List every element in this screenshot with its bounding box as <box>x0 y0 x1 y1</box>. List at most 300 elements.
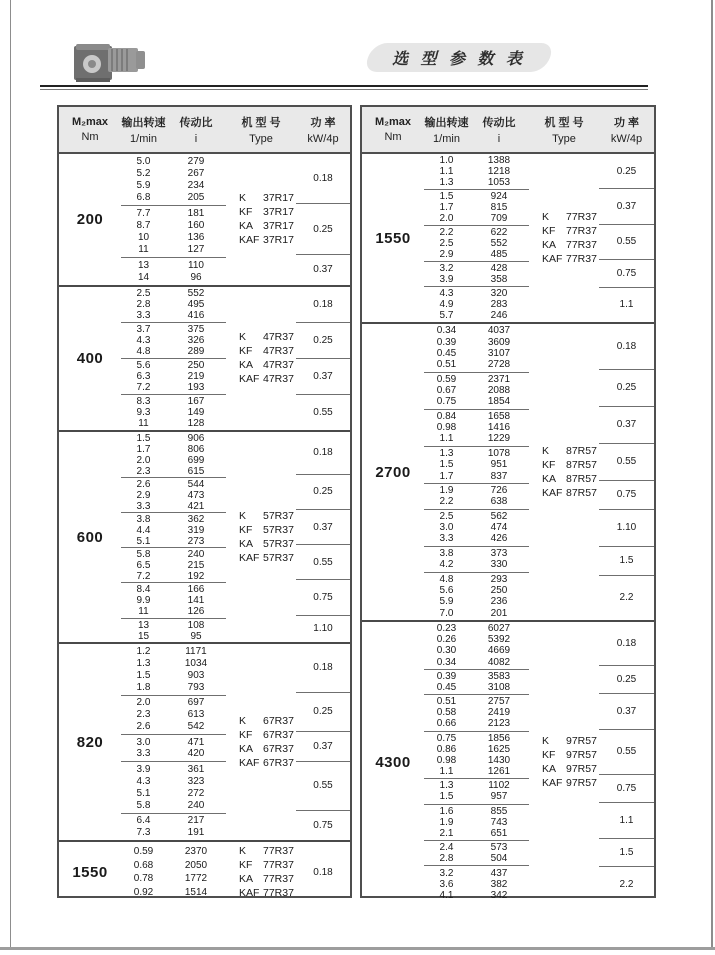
speed-value: 7.0 <box>439 607 454 619</box>
speed-ratio-group <box>424 670 529 695</box>
table-row <box>121 860 226 871</box>
power-value: 0.18 <box>313 447 333 459</box>
speed-value: 5.9 <box>136 180 151 192</box>
type-cell <box>226 432 296 642</box>
ratio-value: 2371 <box>487 373 511 385</box>
ratio-value: 250 <box>490 585 508 597</box>
power-column <box>599 154 654 322</box>
power-group <box>599 481 654 510</box>
type-prefix: K <box>239 714 247 727</box>
table-row <box>424 853 529 864</box>
speed-value: 4.8 <box>136 346 151 357</box>
power-group <box>599 444 654 481</box>
table-row <box>121 288 226 299</box>
ratio-value: 699 <box>187 455 205 466</box>
speed-value: 0.34 <box>436 325 457 337</box>
type-prefix: KF <box>542 458 556 471</box>
ratio-value: 726 <box>490 485 508 497</box>
power-group <box>296 204 350 254</box>
ratio-value: 552 <box>187 288 205 299</box>
ratio-value: 5392 <box>487 634 511 646</box>
table-row <box>424 682 529 693</box>
speed-value: 0.39 <box>436 336 457 348</box>
type-model: 97R57 <box>566 762 597 775</box>
table-row <box>424 817 529 828</box>
speed-value: 1.9 <box>439 485 454 497</box>
power-value: 1.10 <box>616 522 637 534</box>
column-header-label: 机 型 号 <box>544 117 584 129</box>
type-prefix: KA <box>239 872 254 885</box>
type-model: 87R57 <box>566 444 597 457</box>
ratio-value: 342 <box>490 889 508 901</box>
type-model: 77R37 <box>263 844 294 857</box>
type-model: 57R37 <box>263 551 294 564</box>
ratio-value: 289 <box>187 346 205 357</box>
table-row <box>121 433 226 444</box>
power-group <box>599 694 654 730</box>
speed-value: 4.4 <box>136 525 151 537</box>
ratio-value: 361 <box>187 764 205 776</box>
ratio-value: 3107 <box>487 347 511 359</box>
column-header <box>296 114 350 145</box>
speed-value: 0.92 <box>133 887 154 899</box>
page-border-right <box>711 0 713 948</box>
type-prefix: KA <box>542 238 557 251</box>
speed-value: 0.86 <box>436 743 457 755</box>
table-row <box>424 791 529 802</box>
table-row <box>121 873 226 884</box>
column-header-unit: Type <box>552 133 576 145</box>
type-model: 67R37 <box>263 728 294 741</box>
ratio-value: 1171 <box>185 645 207 657</box>
column-header <box>362 116 424 143</box>
speed-ratio-column <box>121 154 226 285</box>
speed-value: 3.9 <box>439 274 454 285</box>
ratio-value: 1658 <box>487 410 511 422</box>
speed-value: 3.8 <box>439 548 454 559</box>
table-row <box>121 764 226 775</box>
power-value: 2.2 <box>619 592 634 604</box>
table-row <box>121 620 226 631</box>
ratio-value: 1053 <box>487 177 511 188</box>
ratio-value: 474 <box>490 522 508 534</box>
table-row <box>121 670 226 681</box>
power-column <box>296 154 350 285</box>
power-value: 0.55 <box>616 456 637 468</box>
power-value: 0.25 <box>313 706 333 718</box>
table-row <box>424 288 529 299</box>
table-row <box>424 299 529 310</box>
speed-ratio-group <box>121 323 226 359</box>
type-line <box>542 446 599 457</box>
speed-ratio-group <box>424 190 529 226</box>
ratio-value: 613 <box>187 709 205 721</box>
power-group <box>599 803 654 839</box>
ratio-value: 437 <box>490 867 508 879</box>
power-column <box>599 324 654 620</box>
speed-value: 3.9 <box>136 764 151 776</box>
power-group <box>599 622 654 666</box>
ratio-value: 192 <box>187 571 205 583</box>
speed-value: 0.75 <box>436 732 457 744</box>
table-row <box>121 156 226 167</box>
power-group <box>599 730 654 774</box>
speed-ratio-group <box>121 762 226 814</box>
speed-value: 4.8 <box>439 573 454 585</box>
ratio-value: 205 <box>187 192 205 204</box>
speed-ratio-group <box>424 410 529 447</box>
ratio-value: 160 <box>187 220 205 232</box>
table-row <box>424 733 529 744</box>
type-model: 87R57 <box>566 458 597 471</box>
type-line <box>239 758 296 769</box>
speed-value: 2.8 <box>439 853 454 865</box>
type-model: 37R17 <box>263 220 294 232</box>
ratio-value: 3583 <box>487 670 511 682</box>
table-row <box>424 696 529 707</box>
table-row <box>121 525 226 536</box>
column-header-label: 功 率 <box>310 117 336 129</box>
table-row <box>424 608 529 619</box>
power-group <box>296 644 350 693</box>
ratio-value: 272 <box>187 787 205 799</box>
power-group <box>296 545 350 580</box>
speed-ratio-column <box>121 432 226 642</box>
type-model: 77R37 <box>566 210 597 223</box>
table-row <box>424 511 529 522</box>
type-line <box>542 226 599 237</box>
ratio-value: 330 <box>490 559 508 571</box>
table-row <box>424 879 529 890</box>
speed-value: 13 <box>137 619 150 631</box>
ratio-value: 1218 <box>487 166 511 177</box>
table-row <box>424 842 529 853</box>
type-line <box>239 730 296 741</box>
type-model: 57R37 <box>263 537 294 550</box>
ratio-value: 2728 <box>487 359 511 371</box>
speed-value: 4.3 <box>439 288 454 299</box>
gearbox-photo <box>68 38 158 84</box>
power-value: 0.18 <box>313 173 333 185</box>
table-row <box>121 260 226 271</box>
type-model: 47R37 <box>263 359 294 371</box>
torque-cell: 2700 <box>375 463 411 481</box>
power-value: 0.18 <box>313 662 333 674</box>
speed-value: 0.45 <box>436 347 457 359</box>
speed-value: 5.6 <box>136 360 151 371</box>
ratio-value: 951 <box>490 459 508 471</box>
speed-value: 1.2 <box>136 645 151 657</box>
table-row <box>424 766 529 777</box>
ratio-value: 323 <box>187 776 205 788</box>
power-value: 0.37 <box>313 264 333 276</box>
type-prefix: K <box>542 210 550 223</box>
table-row <box>121 168 226 179</box>
speed-value: 3.3 <box>136 748 151 760</box>
power-group <box>599 370 654 407</box>
power-value: 0.37 <box>313 741 333 753</box>
power-value: 0.18 <box>313 299 333 310</box>
type-line <box>239 888 296 899</box>
ratio-value: 651 <box>490 827 508 839</box>
table-row <box>121 646 226 657</box>
table-section <box>362 154 654 324</box>
ratio-value: 697 <box>187 697 205 709</box>
table-section <box>59 154 350 287</box>
power-column <box>296 432 350 642</box>
speed-value: 4.2 <box>439 559 454 571</box>
column-header <box>529 114 599 145</box>
table-row <box>424 868 529 879</box>
power-group <box>296 693 350 732</box>
speed-value: 2.9 <box>439 249 454 260</box>
table-row <box>424 671 529 682</box>
power-value: 0.55 <box>616 236 637 248</box>
table-row <box>424 263 529 274</box>
torque-cell: 820 <box>76 733 104 751</box>
speed-value: 0.51 <box>436 359 457 371</box>
torque-cell: 200 <box>76 211 104 228</box>
table-row <box>424 718 529 729</box>
type-line <box>239 525 296 536</box>
type-line <box>239 207 296 218</box>
power-value: 2.2 <box>619 878 634 890</box>
speed-value: 1.5 <box>439 191 454 202</box>
type-model: 77R37 <box>566 238 597 251</box>
power-group <box>296 432 350 475</box>
speed-ratio-group <box>424 262 529 287</box>
page-title: 选 型 参 数 表 <box>392 51 526 68</box>
torque-cell: 1550 <box>375 229 411 247</box>
speed-ratio-group <box>121 548 226 583</box>
speed-value: 3.3 <box>136 500 151 512</box>
ratio-value: 473 <box>187 489 205 501</box>
power-group <box>599 154 654 189</box>
ratio-value: 1229 <box>487 433 511 445</box>
type-cell <box>529 622 599 902</box>
speed-value: 4.3 <box>136 776 151 788</box>
table-row <box>424 325 529 336</box>
column-header <box>59 116 121 143</box>
speed-ratio-group <box>424 547 529 573</box>
power-group <box>599 407 654 444</box>
speed-ratio-group <box>121 735 226 762</box>
column-header-unit: i <box>497 133 501 145</box>
power-value: 0.37 <box>616 201 637 213</box>
torque-cell: 1550 <box>72 863 108 881</box>
speed-ratio-group <box>121 359 226 395</box>
column-header <box>226 114 296 145</box>
power-group <box>599 867 654 902</box>
type-line <box>239 846 296 857</box>
table-row <box>121 324 226 335</box>
power-group <box>599 225 654 260</box>
speed-value: 3.6 <box>439 878 454 890</box>
ratio-value: 141 <box>187 595 205 607</box>
table-row <box>121 455 226 466</box>
table-header-row <box>362 107 654 154</box>
type-line <box>542 750 599 761</box>
column-header-label: 机 型 号 <box>241 117 281 129</box>
table-row <box>121 208 226 219</box>
ratio-value: 1772 <box>184 873 208 885</box>
ratio-value: 267 <box>187 168 205 180</box>
speed-ratio-group <box>424 866 529 902</box>
table-row <box>121 846 226 857</box>
table-row <box>424 559 529 570</box>
power-group <box>599 510 654 547</box>
type-line <box>239 346 296 357</box>
table-row <box>121 658 226 669</box>
type-line <box>542 488 599 499</box>
table-row <box>424 155 529 166</box>
selection-table-left <box>57 105 352 898</box>
ratio-value: 806 <box>187 444 205 455</box>
speed-value: 0.68 <box>133 859 154 871</box>
power-value: 0.25 <box>616 165 637 177</box>
type-model: 67R37 <box>263 756 294 769</box>
power-value: 0.18 <box>313 866 333 878</box>
speed-value: 1.1 <box>439 166 454 177</box>
table-row <box>121 514 226 525</box>
ratio-value: 552 <box>490 238 508 249</box>
power-value: 0.55 <box>313 407 333 418</box>
speed-ratio-group <box>424 447 529 484</box>
column-header-unit: Type <box>249 133 273 145</box>
speed-value: 7.7 <box>136 208 151 220</box>
table-section <box>362 324 654 622</box>
table-row <box>424 411 529 422</box>
table-row <box>424 191 529 202</box>
type-prefix: KA <box>239 359 254 371</box>
table-row <box>424 744 529 755</box>
power-group <box>296 732 350 762</box>
speed-value: 1.3 <box>439 448 454 460</box>
ratio-value: 358 <box>490 274 508 285</box>
speed-value: 0.30 <box>436 645 457 657</box>
power-group <box>296 395 350 430</box>
type-model: 87R57 <box>566 486 597 499</box>
ratio-value: 906 <box>187 433 205 444</box>
column-header <box>469 114 529 145</box>
type-model: 37R17 <box>263 192 294 204</box>
speed-value: 8.4 <box>136 584 151 596</box>
type-line <box>239 874 296 885</box>
table-section <box>59 644 350 842</box>
speed-value: 6.3 <box>136 371 151 382</box>
table-row <box>424 585 529 596</box>
power-value: 0.37 <box>616 706 637 718</box>
table-row <box>424 471 529 482</box>
type-prefix: KA <box>239 220 254 232</box>
speed-value: 1.7 <box>439 470 454 482</box>
table-header-row <box>59 107 350 154</box>
speed-ratio-group <box>121 206 226 258</box>
ratio-value: 246 <box>490 310 508 321</box>
table-row <box>424 548 529 559</box>
type-prefix: KAF <box>239 756 260 769</box>
table-row <box>121 444 226 455</box>
table-row <box>121 418 226 429</box>
power-value: 0.25 <box>313 335 333 346</box>
speed-value: 1.3 <box>439 780 454 792</box>
column-header-label: 输出转速 <box>121 117 166 129</box>
ratio-value: 240 <box>187 549 205 561</box>
table-row <box>424 755 529 766</box>
table-row <box>424 522 529 533</box>
type-prefix: KA <box>542 762 557 775</box>
column-header-label: M₂max <box>71 116 109 128</box>
type-model: 57R37 <box>263 523 294 536</box>
type-model: 97R57 <box>566 734 597 747</box>
power-value: 0.25 <box>616 382 637 394</box>
type-prefix: KAF <box>239 234 260 246</box>
speed-ratio-group <box>424 695 529 732</box>
column-header-unit: 1/min <box>130 133 157 145</box>
column-header <box>121 114 166 145</box>
column-header <box>599 114 654 145</box>
ratio-value: 1102 <box>488 780 510 792</box>
speed-value: 9.9 <box>136 595 151 607</box>
type-prefix: KAF <box>239 373 260 385</box>
ratio-value: 191 <box>187 827 205 839</box>
table-row <box>424 310 529 321</box>
ratio-value: 382 <box>490 878 508 890</box>
ratio-value: 166 <box>187 584 205 596</box>
type-line <box>239 553 296 564</box>
speed-value: 1.1 <box>439 433 454 445</box>
speed-value: 1.7 <box>439 202 454 213</box>
table-row <box>424 596 529 607</box>
ratio-value: 193 <box>187 382 205 393</box>
speed-ratio-group <box>121 287 226 323</box>
power-value: 0.55 <box>313 780 333 792</box>
speed-value: 7.2 <box>136 571 151 583</box>
type-line <box>239 374 296 385</box>
type-model: 77R37 <box>263 886 294 899</box>
table-row <box>424 485 529 496</box>
speed-value: 9.3 <box>136 407 151 418</box>
speed-value: 8.7 <box>136 220 151 232</box>
speed-value: 2.2 <box>439 496 454 508</box>
ratio-value: 615 <box>187 466 205 477</box>
table-row <box>121 776 226 787</box>
table-row <box>121 536 226 547</box>
type-model: 47R37 <box>263 331 294 343</box>
ratio-value: 234 <box>187 180 205 192</box>
speed-value: 5.2 <box>136 168 151 180</box>
column-header-unit: kW/4p <box>610 133 643 145</box>
type-model: 77R37 <box>263 872 294 885</box>
ratio-value: 1078 <box>487 448 511 460</box>
speed-value: 0.39 <box>436 670 457 682</box>
torque-cell: 600 <box>76 528 104 546</box>
power-group <box>296 255 350 285</box>
speed-value: 0.84 <box>436 410 457 422</box>
ratio-value: 709 <box>490 213 508 224</box>
power-group <box>599 288 654 322</box>
power-group <box>296 616 350 642</box>
ratio-value: 471 <box>187 736 205 748</box>
ratio-value: 326 <box>187 335 205 346</box>
speed-value: 3.3 <box>136 310 151 321</box>
ratio-value: 3609 <box>487 336 511 348</box>
ratio-value: 4669 <box>487 645 511 657</box>
table-row <box>424 166 529 177</box>
type-model: 47R37 <box>263 345 294 357</box>
ratio-value: 236 <box>490 596 508 608</box>
column-header-label: 传动比 <box>482 117 516 129</box>
